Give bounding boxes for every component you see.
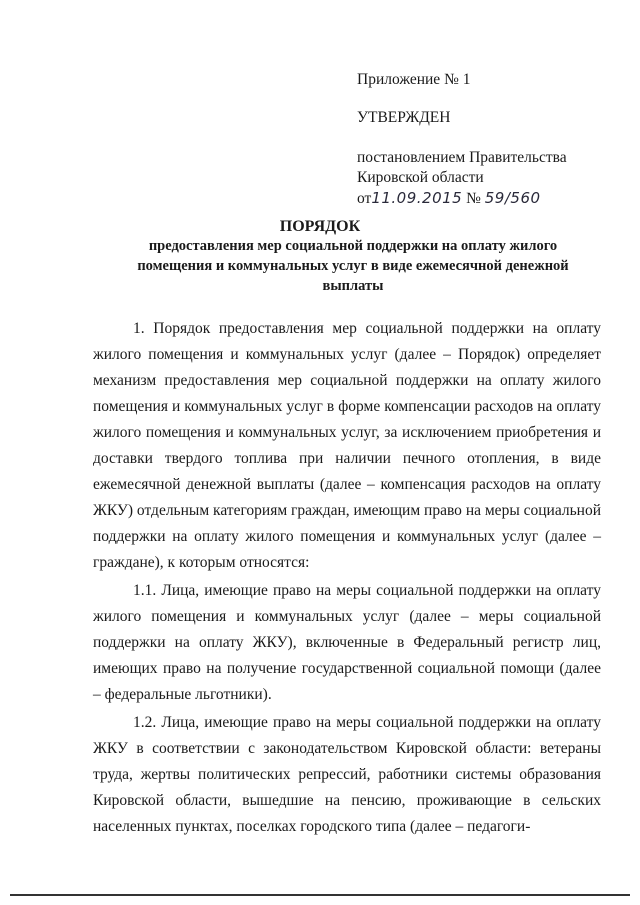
page-bottom-rule — [10, 894, 630, 896]
approved-label: УТВЕРЖДЕН — [357, 109, 451, 126]
paragraph-1: 1. Порядок предоставления мер социальной поддержки на оплату жилого помещения и коммунальных услуг (далее – Порядок) определяет механизм предоставления мер социальной поддержки на оплату жилого помещения и коммунальных услуг в форме компенсации расходов на оплату жилого помещения и коммунальных услуг, за исключением приобретения и доставки твердого топлива при наличии печного отопления, в виде ежемесячной денежной выплаты (далее – компенсация расходов на оплату ЖКУ) отдельным категориям граждан, имеющим право на меры социальной поддержки на оплату жилого помещения и коммунальных услуг (далее – граждане), к которым относятся: — [93, 320, 601, 571]
handwritten-date: 11.09.2015 — [371, 189, 463, 207]
paragraph-1-2: 1.2. Лица, имеющие право на меры социальной поддержки на оплату ЖКУ в соответствии с законодательством Кировской области: ветераны труда, жертвы политических репрессий, работники системы образования Кировской области, вышедшие на пенсию, проживающие в сельских населенных пунктах, поселках городского типа (далее – педагоги- — [93, 714, 601, 835]
approval-date-line — [357, 188, 567, 209]
document-body — [93, 316, 601, 840]
appendix-label: Приложение № 1 — [357, 71, 471, 88]
date-prefix: от — [357, 190, 372, 207]
document-title: ПОРЯДОК — [279, 218, 361, 235]
document-subtitle: предоставления мер социальной поддержки на оплату жилого помещения и коммунальных услуг в виде ежемесячной денежной выплаты — [137, 238, 569, 294]
approved-by-line2: Кировской области — [357, 169, 484, 186]
approval-block — [357, 70, 567, 209]
number-prefix: № — [466, 190, 481, 207]
paragraph-1-1: 1.1. Лица, имеющие право на меры социальной поддержки на оплату жилого помещения и коммунальных услуг (далее – меры социальной поддержки на оплату ЖКУ), включенные в Федеральный регистр лиц, имеющих право на получение государственной социальной помощи (далее – федеральные льготники). — [93, 582, 601, 703]
handwritten-number: 59/560 — [484, 189, 541, 207]
approved-by-line1: постановлением Правительства — [357, 149, 567, 166]
